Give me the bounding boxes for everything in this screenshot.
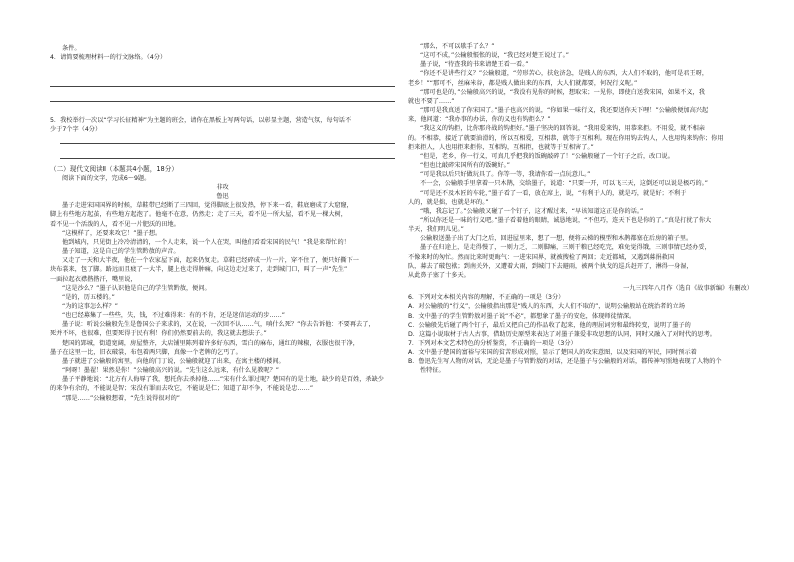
story-body [50, 201, 395, 402]
text-line: “这是沙么？”墨子认识他是自己的学生管黔敖，便问。 [62, 284, 211, 292]
answer-line [60, 158, 395, 159]
question-4: 4．请简要梳理材料一的行文脉络。（4分） [50, 54, 167, 62]
text-line: 又走了一天和大半夜，他在一个农家屋下面，起来仍复走。草鞋已经碎成一片一片，穿不住了，便只好撕下一 [62, 257, 359, 265]
source-note: 一九三四年八月作（选自《故事新编》有删改） [623, 285, 753, 293]
text-line: 他到城内，只见街上冷冷清清的，一个人走来，说一个人在哭，叫他们看看宋国的民气！”我是来帮忙的！ [62, 238, 350, 246]
option-b-cont: 性特征。 [420, 367, 445, 375]
text-line: “那么，不可以歇手了么？” [420, 43, 495, 50]
text-line: 墨子走进宋国国界的时候，草鞋带已经断了三四回，觉得脚底上很发热，停下来一看，鞋底磨成了大窟窿， [62, 202, 353, 210]
text-line: “所以你还是一味的行义吧。”墨子看着他的眼睛，诚恳地说，“不但巧，连天下也是你的了。”真是打扰了你大 [420, 216, 712, 224]
text-line: “是的，历五楼的。” [62, 293, 115, 301]
question-5-cont: 少于7个字（4分） [50, 126, 102, 134]
text-line: “为的这事怎么样？” [62, 302, 118, 310]
text-line: 条件。 [62, 45, 81, 52]
text-line: “你还不是讲些行义？”公输般道，“劳形苦心，扶危济急，是贱人的东西，大人们不取的，他可是君王呀， [420, 70, 709, 78]
text-line: “这模样了，还要来攻它！”墨子想。 [62, 229, 162, 237]
text-line: 来，他问道：“我办事的办法，你的义也有钩拒么？” [408, 116, 551, 124]
text-line: “可是我以后只好做玩具了。你等一等，我请你看一点玩意儿。” [420, 171, 591, 179]
option-b: B．鲁迅先生写人物的对话，无论是墨子与管黔敖的对话，还是墨子与公输般的对话，都传神写照地表现了人物的个 [408, 358, 722, 366]
text-line: 看不见一个活泼的人，看不见一片肥沃的田地。 [50, 220, 180, 228]
option-b: B．文中墨子的学生管黔敖对墨子说“不必”，都想象了墨子的安危，体现师徒情深。 [408, 312, 636, 320]
text-line: 脚上有些地方起茧，有些地方起泡了。他毫不在意，仍然走；走了三天，看不见一所大屋，看不见一棵大树， [50, 211, 347, 219]
text-line: 块布裳来，包了脚。路远而且疲了一大半，腿上也走得肿痛，向这边走过来了，走到城门口，叫了一声“先生” [50, 266, 348, 274]
text-line: 拒来拒人，人也用拒来拒你，互相钩，互相拒，也就等于互相害了。” [408, 143, 594, 151]
text-line: 不像来时的匆忙。然而比来时更晦气：一进宋国界，就被搜检了两回；走近都城，又遇到募捐救国 [408, 253, 675, 261]
story-title: 非攻 [216, 183, 229, 191]
text-line: 楚国的郢城，街道宽阔，房屋整齐，大店铺里陈列着许多好东西，雪白的麻布，通红的辣椒，衣服也很干净， [62, 339, 359, 347]
text-line: 半天，我们明儿见。” [408, 226, 464, 234]
text-line: 老乡！”“那可不，丝麻米谷，都是贱人做出来的东西，大人们就都要，何况行义呢。” [408, 79, 638, 87]
option-a: A．对公输般的“行义”，公输般指出那是“贱人的东西，大人们不取的”，说明公输般站在统治者的立场 [408, 303, 685, 311]
text-line: “可是还不及木匠的车轮，”墨子看了一看，放在席上，说，“有利于人的，就是巧，就是好；不利于 [420, 189, 687, 197]
text-line: “那是……”公输般想着，“先生说得很对的” [62, 394, 181, 402]
text-line: 就也不要了……” [408, 97, 455, 105]
text-line: 人的，就是拙，也就是坏的。” [408, 198, 489, 206]
text-line: 不一会，公输般手里拿着一只木鹊，交给墨子，说道：“只要一开，可以飞三天，这倒还可以说是极巧的。” [420, 180, 708, 188]
section-title: （二）现代文阅读Ⅱ（本题共4小题，18分） [50, 164, 178, 173]
text-line: 墨子知道，这是自己的学生管黔敖的声音。 [62, 248, 180, 256]
text-line: 的来争有余的，不能说是智；宋没有罪而去攻它，不能说是仁；知道了却不争，不能说是忠……” [50, 385, 314, 393]
text-line: “阿呀！墨翟！果然是你！”公输般高兴的说。“先生这么远来，有什么见教呢？” [62, 367, 280, 375]
text-line: 死并不坏，也很难，但要死得于民有利！你们仍然要前去的，我这就去想法子。” [50, 330, 267, 338]
text-line: 从此鼻子塞了十多天。 [408, 271, 470, 279]
text-line: 墨子说，“待查我的书来请楚王看一看。” [420, 61, 529, 69]
question-5: 5．我校举行一次以“学习长征精神”为主题的班会，请你在黑板上写两句话，以彰显主题，营造气氛，每句话不 [50, 117, 352, 125]
option-d: D．这篇小说取材于古人古事，借助历史原型来表达了对墨子兼爱非攻思想的认同，同时又融入了对时代的思考。 [408, 330, 716, 338]
question-stem: 6．下列对文本相关内容的理解，不正确的一项是（3分） [408, 294, 565, 302]
text-line: 墨子就进了公输般的寓里，向他的门丁说，公输般就迎了出来，在寓主楼的楼间。 [62, 357, 285, 365]
text-line: 墨子平静地说：“北方有人侮辱了我，想托你去杀掉他……”宋有什么罪过呢？楚国有的是土地，缺少的是百姓，杀缺少 [62, 376, 384, 384]
text-line: “但也比敲碎宋国所有的饭碗好。” [420, 162, 510, 170]
story-body-cont [408, 42, 753, 280]
text-line: “也已经募集了一些些，失，钱，不过难得来：有的不肯，还是迷信运动的步……” [62, 312, 285, 320]
answer-line [60, 143, 395, 144]
text-line: 队，募去了破包袱；到南关外，又遭着大雨，到城门下去避雨，被两个执戈的巡兵赶开了，淋得一身湿， [408, 262, 693, 270]
option-a: A．文中墨子楚国的富裕与宋国的贫苦形成对照，显示了楚国人的攻宋意图，以及宋国的军民，同时预示着 [408, 349, 697, 357]
option-c: C．公输般先后碰了两个钉子，最后又把自己的作品收了起来，他的理屈词穷和最终转变，说明了墨子的 [408, 321, 691, 329]
answer-line [50, 101, 395, 102]
text-line: 一面拉起衣襟揩揩汗，嘴里说， [50, 275, 137, 283]
text-line: 墨子在归途上，是走得慢了，一则力乏，二则脚痛，三则干粮已经吃完，难免觉得饿，三则事情已经办妥， [420, 244, 711, 252]
text-line: 墨子在这里一比，旧衣破裳，布包着两只脚，真像一个老牌的乞丐了。 [50, 348, 242, 356]
text-line: “哦，我忘记了。”公输般又碰了一个钉子，这才醒过来，“早该知道这正是你的话。” [420, 207, 644, 215]
left-column [50, 44, 395, 403]
question-6 [408, 293, 753, 339]
question-7 [408, 339, 753, 376]
right-column [408, 42, 753, 376]
question-stem: 7．下列对本文艺术特色的分析鉴赏，不正确的一项是（3分） [408, 340, 577, 347]
author: 鲁迅 [216, 193, 229, 201]
text-line: “我这义的钩拒，比你那舟战的钩拒好。”墨子坚决的回答说，“我用爱来钩，用恭来拒。不用爱，就不相亲 [420, 125, 705, 133]
text-line: “但是，老乡，你一行义，可真几乎把我的饭碗敲碎了！”公输般碰了一个钉子之后，改口说。 [420, 152, 674, 160]
text-line: “这可不成，”公输般悵怅的说，“我已经对楚王说过了。” [420, 52, 569, 60]
text-line: “那可是我真送了你宋国了。”墨子也高兴的说，“你如果一味行义，我还要送你天下哩！”公输般便加高兴起 [420, 107, 709, 115]
text-line: “那可也是的，”公输般高兴的说，“我没有见你的时候，想取宋；一见你，即使白送我宋国，如果不义，我 [420, 88, 705, 96]
text-line: 的。不相恭，接近了就要油滑的，所以互相爱，互相恭，就等于互相利。现在你用钩去钩人，人也用钩来钩你；你用 [408, 134, 724, 142]
text-line: 墨子说：听说公输般先生是鲁国公子来求的，又在说，一次回不认……气，嗔什么死？”你去告诉他：不要再去了， [62, 321, 375, 329]
instruction: 阅读下面的文字，完成6～9题。 [62, 174, 151, 182]
text-line: 公输般送墨子出了大门之后，回进屋里来，想了一想，便将云梯的模型和木鹊都塞在后房的箱子里。 [420, 235, 693, 243]
answer-line [50, 86, 395, 87]
